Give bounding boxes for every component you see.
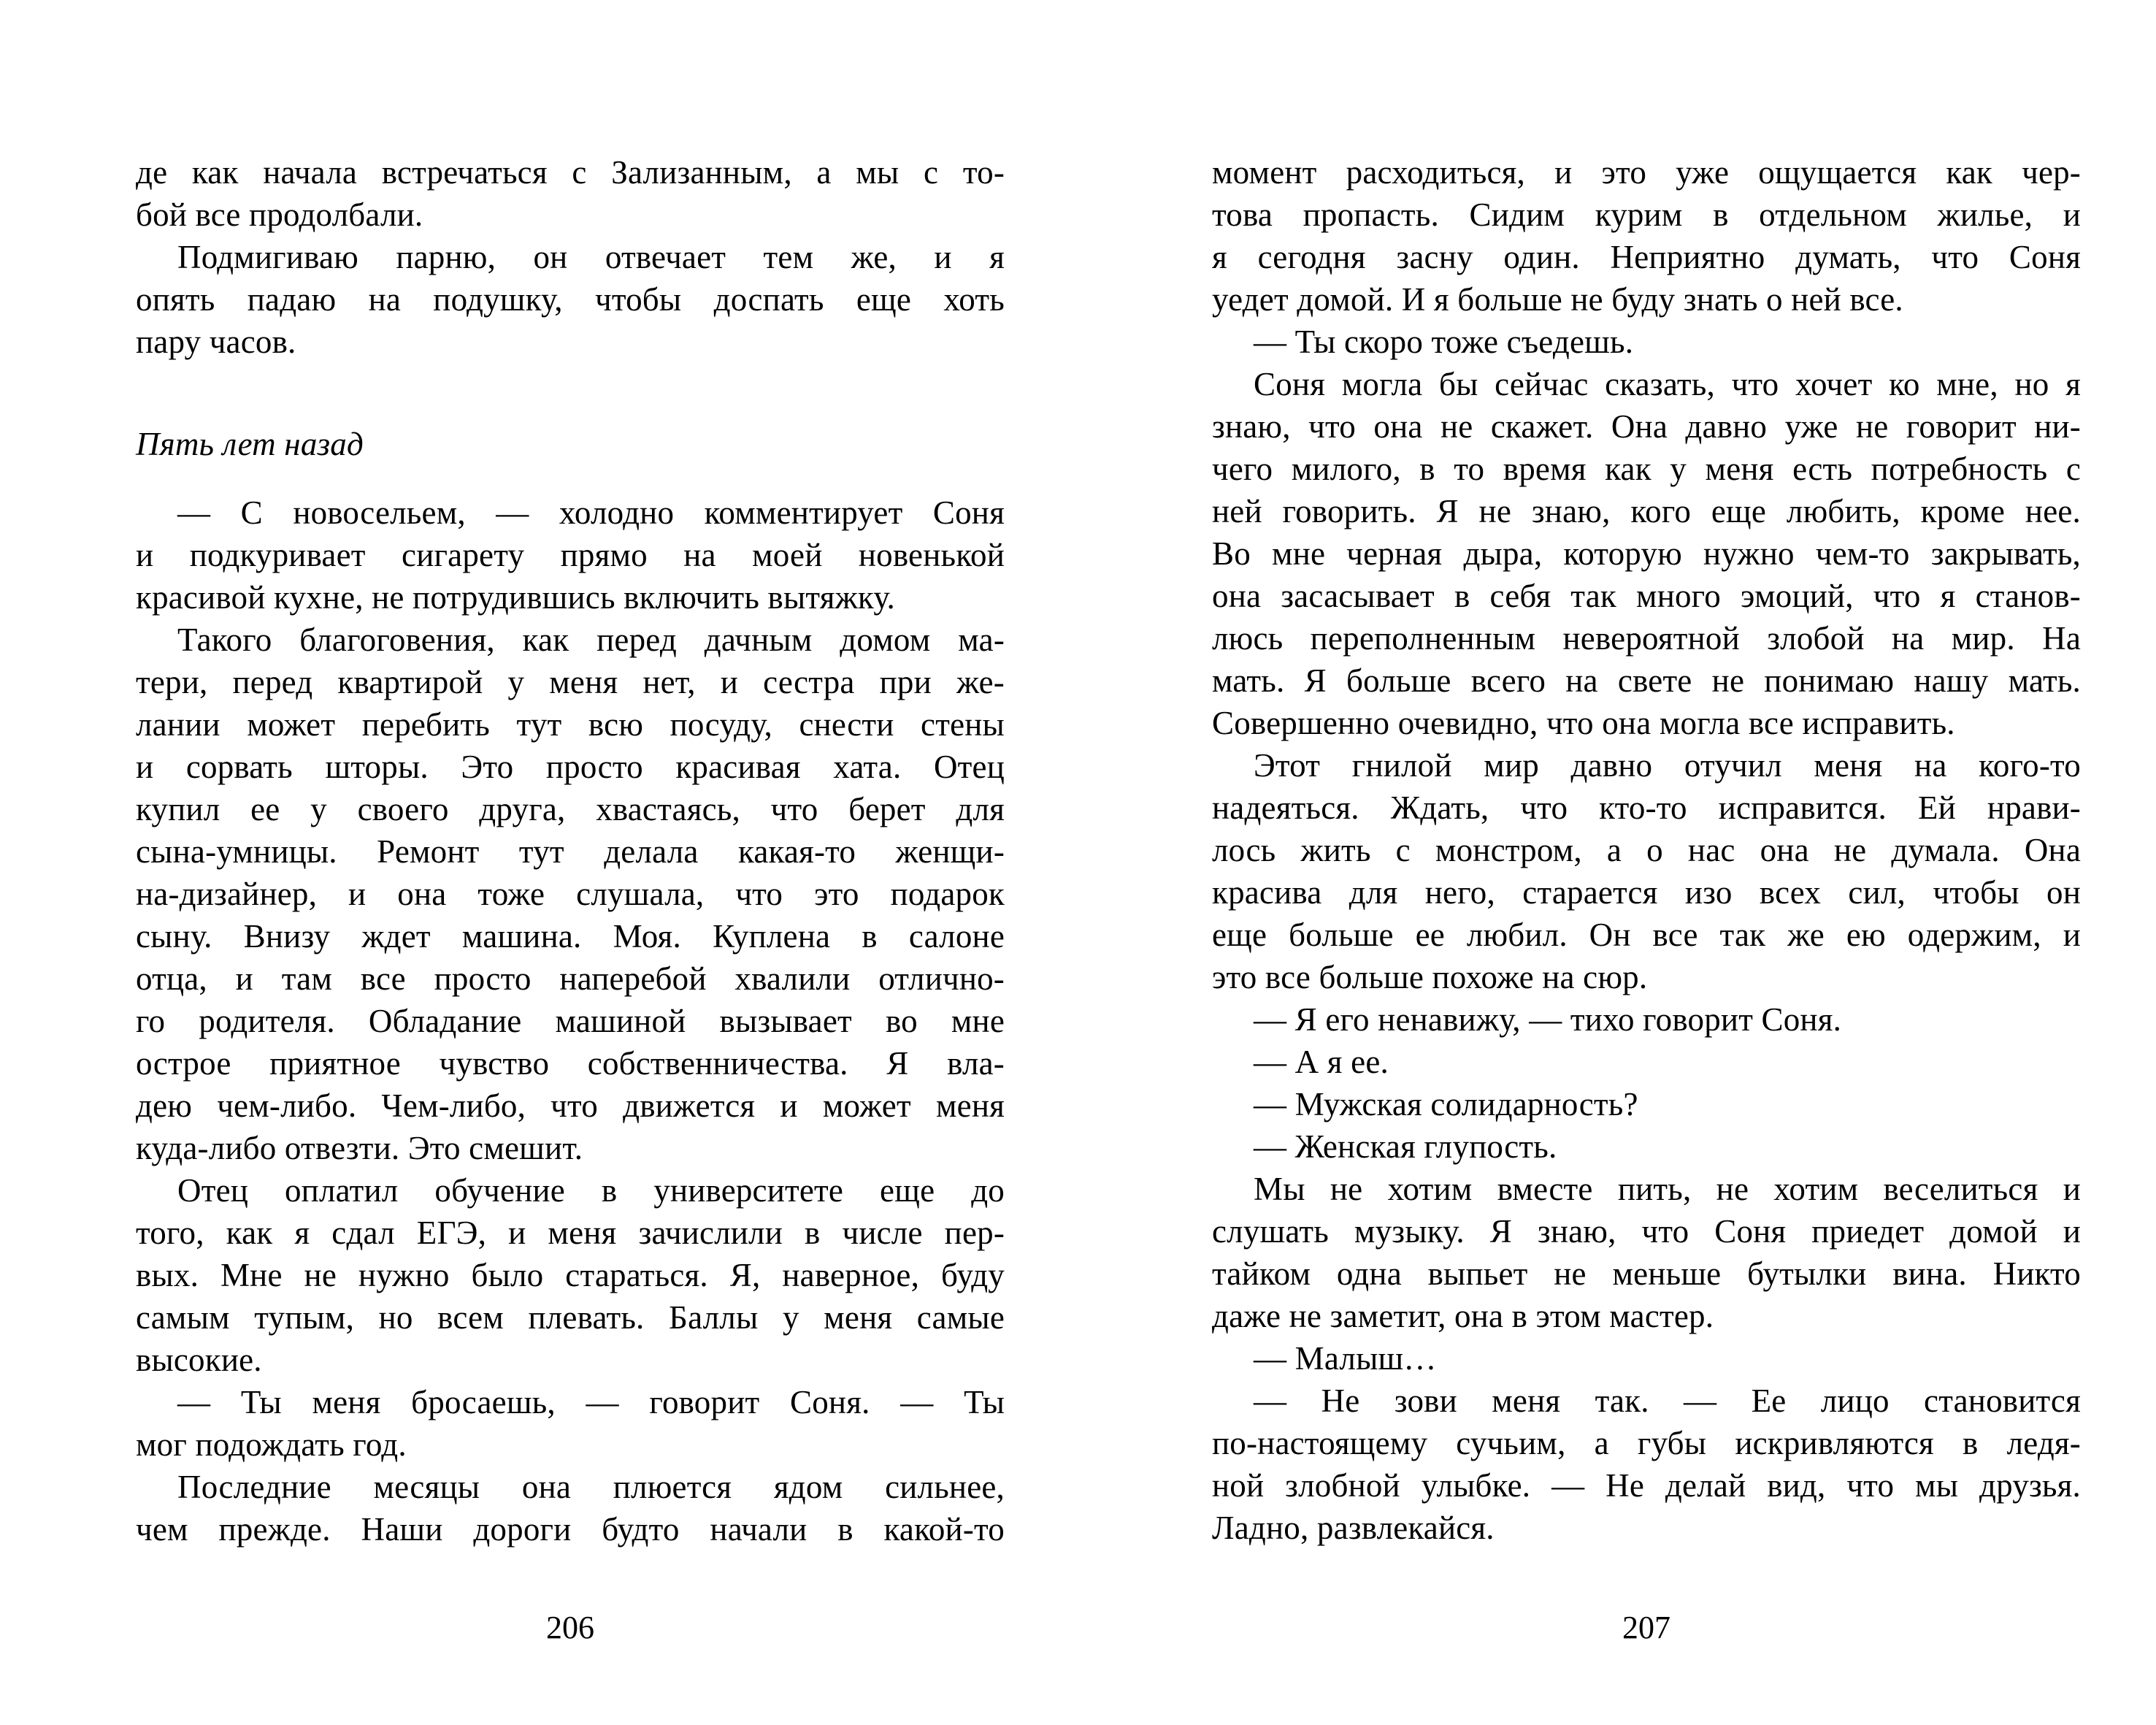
text-line: чего милого, в то время как у меня есть потребность с — [1212, 451, 2081, 487]
text-line: того, как я сдал ЕГЭ, и меня зачислили в числе пер- — [136, 1215, 1005, 1251]
text-line: люсь переполненным невероятной злобой на мир. На — [1212, 620, 2081, 657]
text-line: слушать музыку. Я знаю, что Соня приедет домой и — [1212, 1213, 2081, 1250]
text-line: тайком одна выпьет не меньше бутылки вина. Никто — [1212, 1255, 2081, 1292]
text-line: — Ты меня бросаешь, — говорит Соня. — Ты — [177, 1384, 1005, 1420]
text-line: бой все продолбали. — [136, 196, 423, 233]
text-line: уедет домой. И я больше не буду знать о ней все. — [1212, 281, 1903, 318]
text-line: красивой кухне, не потрудившись включить вытяжку. — [136, 579, 895, 616]
text-line: — А я ее. — [1254, 1044, 1389, 1080]
text-line: лании может перебить тут всю посуду, снести стены — [136, 706, 1005, 743]
text-line: красива для него, старается изо всех сил, чтобы он — [1212, 874, 2081, 911]
text-line: мог подождать год. — [136, 1426, 407, 1463]
text-line: самым тупым, но всем плевать. Баллы у меня самые — [136, 1299, 1005, 1336]
text-line: опять падаю на подушку, чтобы доспать еще хоть — [136, 281, 1005, 318]
text-line: това пропасть. Сидим курим в отдельном жилье, и — [1212, 196, 2081, 233]
text-line: она засасывает в себя так много эмоций, что я станов- — [1212, 578, 2081, 614]
text-line: мать. Я больше всего на свете не понимаю нашу мать. — [1212, 662, 2081, 699]
text-line: Ладно, развлекайся. — [1212, 1510, 1495, 1546]
page-number-left: 206 — [546, 1610, 594, 1645]
text-line: и подкуривает сигарету прямо на моей новенькой — [136, 537, 1005, 573]
text-line: куда-либо отвезти. Это смешит. — [136, 1130, 583, 1166]
section-heading: Пять лет назад — [136, 426, 364, 462]
text-line: сыну. Внизу ждет машина. Моя. Куплена в салоне — [136, 918, 1005, 955]
text-line: сына-умницы. Ремонт тут делала какая-то женщи- — [136, 833, 1005, 870]
text-line: тери, перед квартирой у меня нет, и сестра при же- — [136, 664, 1005, 700]
text-line: знаю, что она не скажет. Она давно уже не говорит ни- — [1212, 408, 2081, 445]
text-line: лось жить с монстром, а о нас она не думала. Она — [1212, 832, 2081, 868]
text-line: Последние месяцы она плюется ядом сильнее, — [177, 1469, 1005, 1505]
page-number-right: 207 — [1622, 1610, 1670, 1645]
text-line: — С новосельем, — холодно комментирует Соня — [177, 494, 1005, 531]
text-line: Отец оплатил обучение в университете еще до — [177, 1172, 1005, 1209]
text-line: Такого благоговения, как перед дачным домом ма- — [177, 621, 1005, 658]
text-line: Подмигиваю парню, он отвечает тем же, и я — [177, 239, 1005, 275]
text-line: — Не зови меня так. — Ее лицо становится — [1254, 1382, 2081, 1419]
text-line: ней говорить. Я не знаю, кого еще любить, кроме нее. — [1212, 493, 2081, 529]
text-line: — Ты скоро тоже съедешь. — [1254, 324, 1634, 360]
text-line: вых. Мне не нужно было стараться. Я, наверное, буду — [136, 1257, 1005, 1293]
text-line: — Я его ненавижу, — тихо говорит Соня. — [1254, 1001, 1842, 1038]
text-line: Этот гнилой мир давно отучил меня на кого-то — [1254, 747, 2081, 784]
text-line: Соня могла бы сейчас сказать, что хочет ко мне, но я — [1254, 366, 2081, 402]
text-line: Совершенно очевидно, что она могла все исправить. — [1212, 705, 1955, 741]
text-line: купил ее у своего друга, хвастаясь, что берет для — [136, 791, 1005, 827]
text-line: де как начала встречаться с Зализанным, а мы с то- — [136, 154, 1005, 191]
text-line: — Мужская солидарность? — [1254, 1086, 1638, 1122]
page-right-text-column — [1212, 151, 2081, 1549]
text-line: — Малыш… — [1254, 1340, 1437, 1377]
text-line: высокие. — [136, 1342, 262, 1378]
text-line: пару часов. — [136, 324, 296, 360]
text-line: — Женская глупость. — [1254, 1128, 1557, 1165]
text-line: надеяться. Ждать, что кто-то исправится. Ей нрави- — [1212, 789, 2081, 826]
text-line: го родителя. Обладание машиной вызывает во мне — [136, 1003, 1005, 1039]
text-line: еще больше ее любил. Он все так же ею одержим, и — [1212, 917, 2081, 953]
text-line: я сегодня засну один. Неприятно думать, что Соня — [1212, 239, 2081, 275]
text-line: это все больше похоже на сюр. — [1212, 959, 1648, 995]
text-line: и сорвать шторы. Это просто красивая хата. Отец — [136, 749, 1005, 785]
text-line: ной злобной улыбке. — Не делай вид, что мы друзья. — [1212, 1467, 2081, 1504]
text-line: чем прежде. Наши дороги будто начали в какой-то — [136, 1511, 1005, 1548]
text-line: отца, и там все просто наперебой хвалили отлично- — [136, 960, 1005, 997]
page-left-text-column — [136, 151, 1005, 1550]
text-line: по-настоящему сучьим, а губы искривляются в ледя- — [1212, 1425, 2081, 1461]
text-line: момент расходиться, и это уже ощущается как чер- — [1212, 154, 2081, 191]
text-line: даже не заметит, она в этом мастер. — [1212, 1298, 1714, 1334]
text-line: Во мне черная дыра, которую нужно чем-то закрывать, — [1212, 535, 2081, 572]
text-line: Мы не хотим вместе пить, не хотим веселиться и — [1254, 1171, 2081, 1207]
text-line: дею чем-либо. Чем-либо, что движется и может меня — [136, 1087, 1005, 1124]
text-line: на-дизайнер, и она тоже слушала, что это подарок — [136, 876, 1005, 912]
text-line: острое приятное чувство собственничества. Я вла- — [136, 1045, 1005, 1082]
